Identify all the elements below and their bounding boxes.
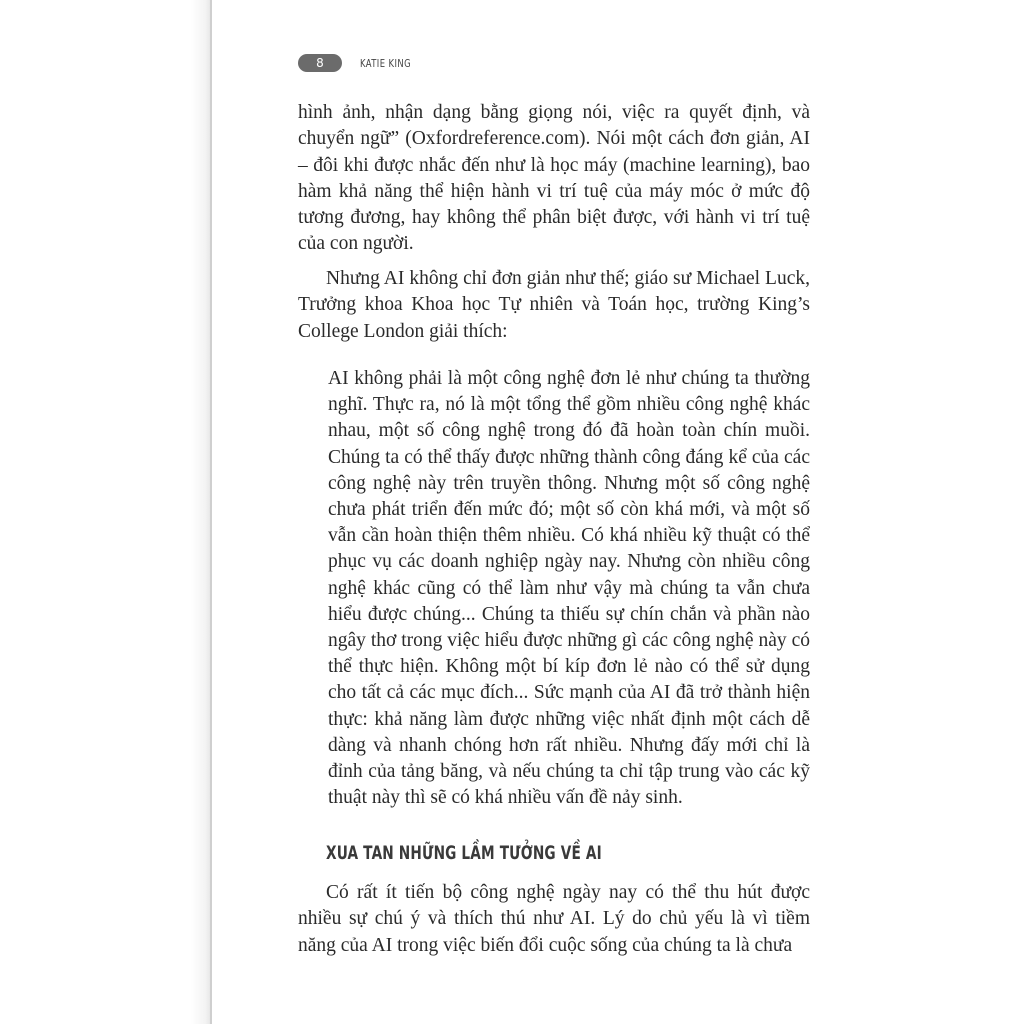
- book-page: [212, 0, 1024, 1024]
- section-heading: XUA TAN NHỮNG LẦM TƯỞNG VỀ AI: [326, 842, 602, 864]
- page-header: [298, 53, 420, 73]
- facing-page-margin: [0, 0, 212, 1024]
- paragraph-section-start: Có rất ít tiến bộ công nghệ ngày nay có thể thu hút được nhiều sự chú ý và thích thú như AI. Lý do chủ yếu là vì tiềm năng của AI trong việc biến đổi cuộc sống của chúng ta là chưa: [298, 882, 810, 956]
- block-quote: AI không phải là một công nghệ đơn lẻ như chúng ta thường nghĩ. Thực ra, nó là một tổng thể gồm nhiều công nghệ khác nhau, một số công nghệ trong đó đã hoàn toàn chín muồi. Chúng ta có thể thấy được những thành công đáng kể của các công nghệ này trên truyền thông. Nhưng một số công nghệ chưa phát triển đến mức đó; một số còn khá mới, và một số vẫn cần hoàn thiện thêm nhiều. Có khá nhiều kỹ thuật có thể phục vụ các doanh nghiệp ngày nay. Nhưng còn nhiều công nghệ khác cũng có thể làm như vậy mà chúng ta vẫn chưa hiểu được chúng... Chúng ta thiếu sự chín chắn và phần nào ngây thơ trong việc hiểu được những gì các công nghệ này có thể thực hiện. Không một bí kíp đơn lẻ nào có thể sử dụng cho tất cả các mục đích... Sức mạnh của AI đã trở thành hiện thực: khả năng làm được những việc nhất định một cách dễ dàng và nhanh chóng hơn rất nhiều. Nhưng đấy mới chỉ là đỉnh của tảng băng, và nếu chúng ta chỉ tập trung vào các kỹ thuật này thì sẽ có khá nhiều vấn đề nảy sinh.: [328, 368, 810, 809]
- page-number-badge: 8: [298, 54, 342, 72]
- paragraph-intro-quote: Nhưng AI không chỉ đơn giản như thế; giáo sư Michael Luck, Trưởng khoa Khoa học Tự nhiên và Toán học, trường King’s College London giải thích:: [298, 268, 810, 342]
- running-head-author: KATIE KING: [360, 56, 412, 70]
- paragraph-continued: hình ảnh, nhận dạng bằng giọng nói, việc ra quyết định, và chuyển ngữ” (Oxfordreference.com). Nói một cách đơn giản, AI – đôi khi được nhắc đến như là học máy (machine learning), bao hàm khả năng thể hiện hành vi trí tuệ của máy móc ở mức độ tương đương, hay không thể phân biệt được, với hành vi trí tuệ của con người.: [298, 102, 810, 255]
